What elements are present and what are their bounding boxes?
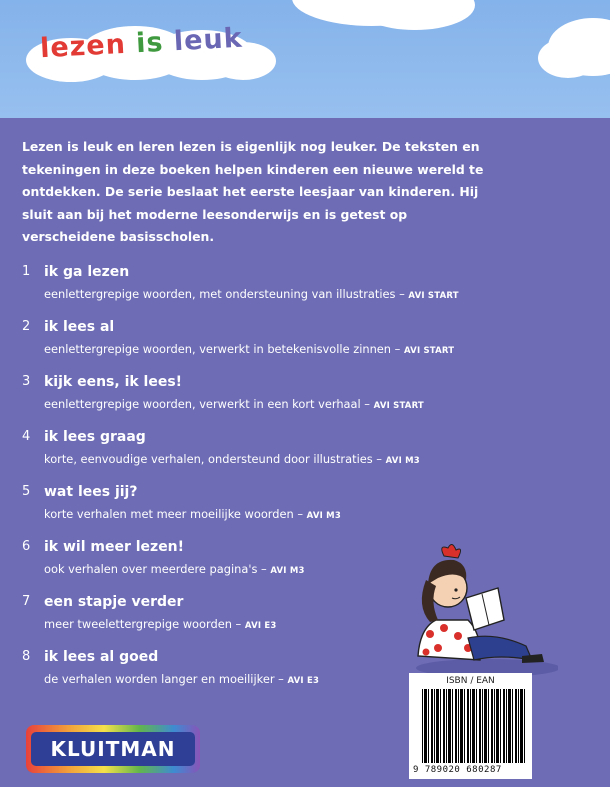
item-title: een stapje verder bbox=[44, 594, 184, 610]
series-item bbox=[22, 262, 542, 317]
item-number: 6 bbox=[22, 539, 31, 554]
item-number: 4 bbox=[22, 429, 31, 444]
item-title: wat lees jij? bbox=[44, 484, 138, 500]
isbn-label: ISBN / EAN bbox=[446, 676, 495, 686]
item-title: ik wil meer lezen! bbox=[44, 539, 185, 555]
barcode-bars bbox=[422, 689, 526, 763]
logo-word-lezen: lezen bbox=[39, 28, 127, 65]
logo-word-is: is bbox=[135, 26, 165, 60]
item-description: meer tweelettergrepige woorden – AVI E3 bbox=[44, 617, 277, 631]
item-description: eenlettergrepige woorden, met ondersteuning van illustraties – AVI START bbox=[44, 287, 459, 301]
item-title: ik lees al bbox=[44, 319, 115, 335]
barcode-area bbox=[409, 673, 532, 779]
item-description: ook verhalen over meerdere pagina's – AVI M3 bbox=[44, 562, 305, 576]
intro-text: Lezen is leuk en leren lezen is eigenlijk nog leuker. De teksten en tekeningen in deze boeken helpen kinderen een nieuwe wereld te ontdekken. De serie beslaat het eerste leesjaar van kinderen. Hij sluit aan bij het moderne leesonderwijs en is getest op verscheidene basisscholen. bbox=[22, 139, 484, 245]
avi-level: AVI M3 bbox=[306, 511, 341, 521]
item-number: 5 bbox=[22, 484, 31, 499]
series-item bbox=[22, 317, 542, 372]
logo-word-leuk: leuk bbox=[173, 22, 244, 58]
cloud-right-b bbox=[538, 38, 598, 78]
item-number: 1 bbox=[22, 264, 31, 279]
item-number: 3 bbox=[22, 374, 31, 389]
series-item bbox=[22, 482, 542, 537]
avi-level: AVI E3 bbox=[244, 621, 277, 631]
avi-level: AVI START bbox=[373, 401, 424, 411]
item-title: ik ga lezen bbox=[44, 264, 130, 280]
barcode-digits: 9 789020 680287 bbox=[413, 765, 502, 775]
series-item bbox=[22, 427, 542, 482]
sky-band bbox=[0, 0, 610, 118]
item-description: eenlettergrepige woorden, verwerkt in betekenisvolle zinnen – AVI START bbox=[44, 342, 455, 356]
item-number: 7 bbox=[22, 594, 31, 609]
item-title: kijk eens, ik lees! bbox=[44, 374, 183, 390]
avi-level: AVI E3 bbox=[287, 676, 320, 686]
item-number: 2 bbox=[22, 319, 31, 334]
avi-level: AVI M3 bbox=[270, 566, 305, 576]
publisher-logo bbox=[26, 725, 200, 773]
avi-level: AVI M3 bbox=[385, 456, 420, 466]
item-description: de verhalen worden langer en moeilijker – AVI E3 bbox=[44, 672, 320, 686]
publisher-name: KLUITMAN bbox=[50, 737, 176, 761]
publisher-logo-plate bbox=[31, 732, 195, 766]
item-number: 8 bbox=[22, 649, 31, 664]
item-description: korte, eenvoudige verhalen, ondersteund door illustraties – AVI M3 bbox=[44, 452, 420, 466]
item-title: ik lees al goed bbox=[44, 649, 159, 665]
item-title: ik lees graag bbox=[44, 429, 146, 445]
avi-level: AVI START bbox=[403, 346, 455, 356]
item-description: eenlettergrepige woorden, verwerkt in een kort verhaal – AVI START bbox=[44, 397, 424, 411]
reading-girl-illustration bbox=[408, 536, 558, 676]
avi-level: AVI START bbox=[408, 291, 459, 301]
item-description: korte verhalen met meer moeilijke woorden – AVI M3 bbox=[44, 507, 341, 521]
series-item bbox=[22, 372, 542, 427]
